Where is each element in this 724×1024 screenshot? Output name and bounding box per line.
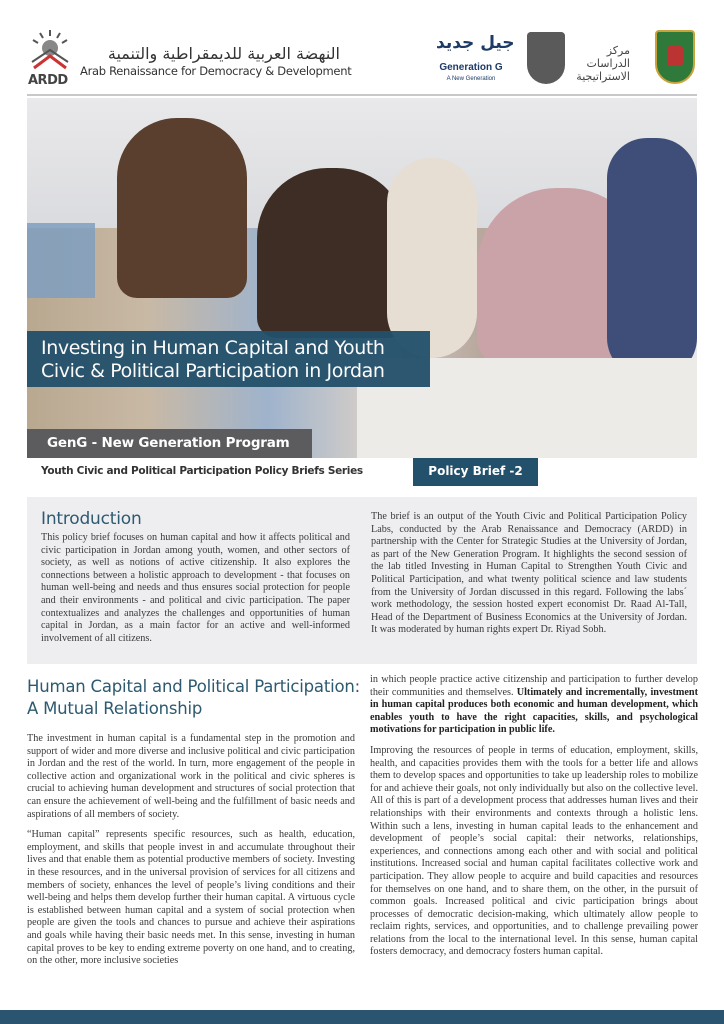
section-heading: [27, 676, 367, 720]
left-column: [27, 733, 355, 976]
cover-title: [27, 331, 430, 387]
paragraph: “Human capital” represents specific resources, such as health, education, employment, and skills that people invest in and accumulate throughout their lives and that enable them as potential productive members of society. Investing in these resources, and in the universal provision of services for all citizens and members of society, enhances the level of people’s living conditions and their well-being and helps them develop further their human capital. A virtuous cycle is established between human capital and a system of social protection when people are given the tools and chances to pursue and achieve their aspirations and goals while having their basic needs met. In this sense, investing in human capital proves to be key to ending extreme poverty on one hand, and to creating, on the other, more inclusive societies: [27, 829, 355, 967]
decorative-square: [27, 223, 95, 298]
geng-logo-arabic: جيل جديد: [436, 33, 515, 53]
css-logo-arabic: مركز الدراسات الاستراتيجية: [576, 44, 630, 83]
title-line-2: Civic & Political Participation in Jordan: [41, 360, 385, 382]
section-heading-line-2: A Mutual Relationship: [27, 699, 203, 718]
org-name-english: Arab Renaissance for Democracy & Development: [80, 64, 352, 78]
org-name-arabic: النهضة العربية للديمقراطية والتنمية: [107, 44, 340, 63]
program-label: GenG - New Generation Program: [27, 429, 312, 458]
section-heading-line-1: Human Capital and Political Participation:: [27, 677, 360, 696]
series-label: Youth Civic and Political Participation Policy Briefs Series: [41, 465, 363, 477]
introduction-left-text: This policy brief focuses on human capital and how it affects political and civic participation in Jordan among youth, women, and other sectors of society, as well as notions of active citizenship. It also explores the connections between a holistic approach to development - that focuses on human well-being and needs and thus ensures social protection for people and their environments - and political and civic participation. The paper contextualizes and analyzes the challenges and opportunities of human capital in Jordan, as a main factor for an active and well-informed involvement of all citizens.: [41, 532, 350, 644]
paragraph: The investment in human capital is a fundamental step in the promotion and support of wider and more diverse and inclusive political and civic participation in Jordan and the rest of the world. In turn, more engagement of the people in collective action and organizational work in the political and civic spheres is crucial to achieving human development and structures of social protection that can ensure the achievement of well-being and the fulfillment of basic needs and aspirations of all members of society.: [27, 733, 355, 820]
footer-bar: [0, 1010, 724, 1024]
header-divider: [27, 94, 697, 96]
paragraph-text: in which people practice active citizenship and participation to further develop their communities and themselves.: [370, 674, 698, 698]
title-line-1: Investing in Human Capital and Youth: [41, 337, 385, 359]
geng-logo-sub: A New Generation: [446, 76, 496, 82]
university-of-jordan-crest-icon: [655, 30, 695, 84]
paragraph-emphasis: Ultimately and incrementally, investment in human capital produces both economic and human development, which enables youth to have the right capacities, skills, and psychological motivations for participation in public life.: [370, 686, 698, 736]
introduction-right-text: The brief is an output of the Youth Civic and Political Participation Policy Labs, conducted by the Arab Renaissance and Democracy (ARDD) in partnership with the Center for Strategic Studies at the University of Jordan, as part of the New Generation Program. It highlights the second session of the lab titled Investing in Human Capital to Strengthen Youth Civic and Political Participation, and what twenty political science and law students from the University of Jordan discussed in this regard. Following the labs´ work methodology, the session hosted expert economist Dr. Raad Al-Tall, Head of the Department of Business Economics at the University of Jordan. It was moderated by human rights expert Dr. Riyad Sobh.: [371, 511, 687, 636]
ardd-logo-text: ARDD: [28, 73, 68, 88]
brief-number-badge: Policy Brief -2: [413, 458, 538, 486]
paragraph: Improving the resources of people in terms of education, employment, skills, health, and capacities provides them with the tools for a better life and allows them to develop spaces and opportunities to take up leadership roles to mobilize for and achieve their goals, not only individually but also on the collective level. All of this is part of a development process that addresses human lives and their relationships with their environments and contexts through a holistic lens. Within such a lens, investing in human capital leads to the enhancement and development of people’s social capital: their networks, relationships, experiences, and connections among each other and with social and political institutions. Increased social and human capital facilitates collective work and participation. They allow people to acquire and build capacities and resources for themselves on one hand, and to share them, on the other, in the pursuit of common goals. Increased political and civic participation brings about processes of democratic decision-making, which ultimately allow people to reclaim rights, services, and opportunities, and to challenge prevailing power relations from the local to the international level. In this sense, human capital fosters democracy, and democracy fosters human capital.: [370, 744, 698, 958]
introduction-heading: Introduction: [41, 509, 142, 529]
paragraph: [370, 674, 698, 737]
css-shield-logo-icon: [527, 32, 565, 84]
geng-logo-english: Generation G: [439, 62, 503, 73]
right-column: [370, 674, 698, 967]
ardd-sun-logo-icon: [30, 28, 70, 70]
cover-photo: [27, 98, 697, 486]
